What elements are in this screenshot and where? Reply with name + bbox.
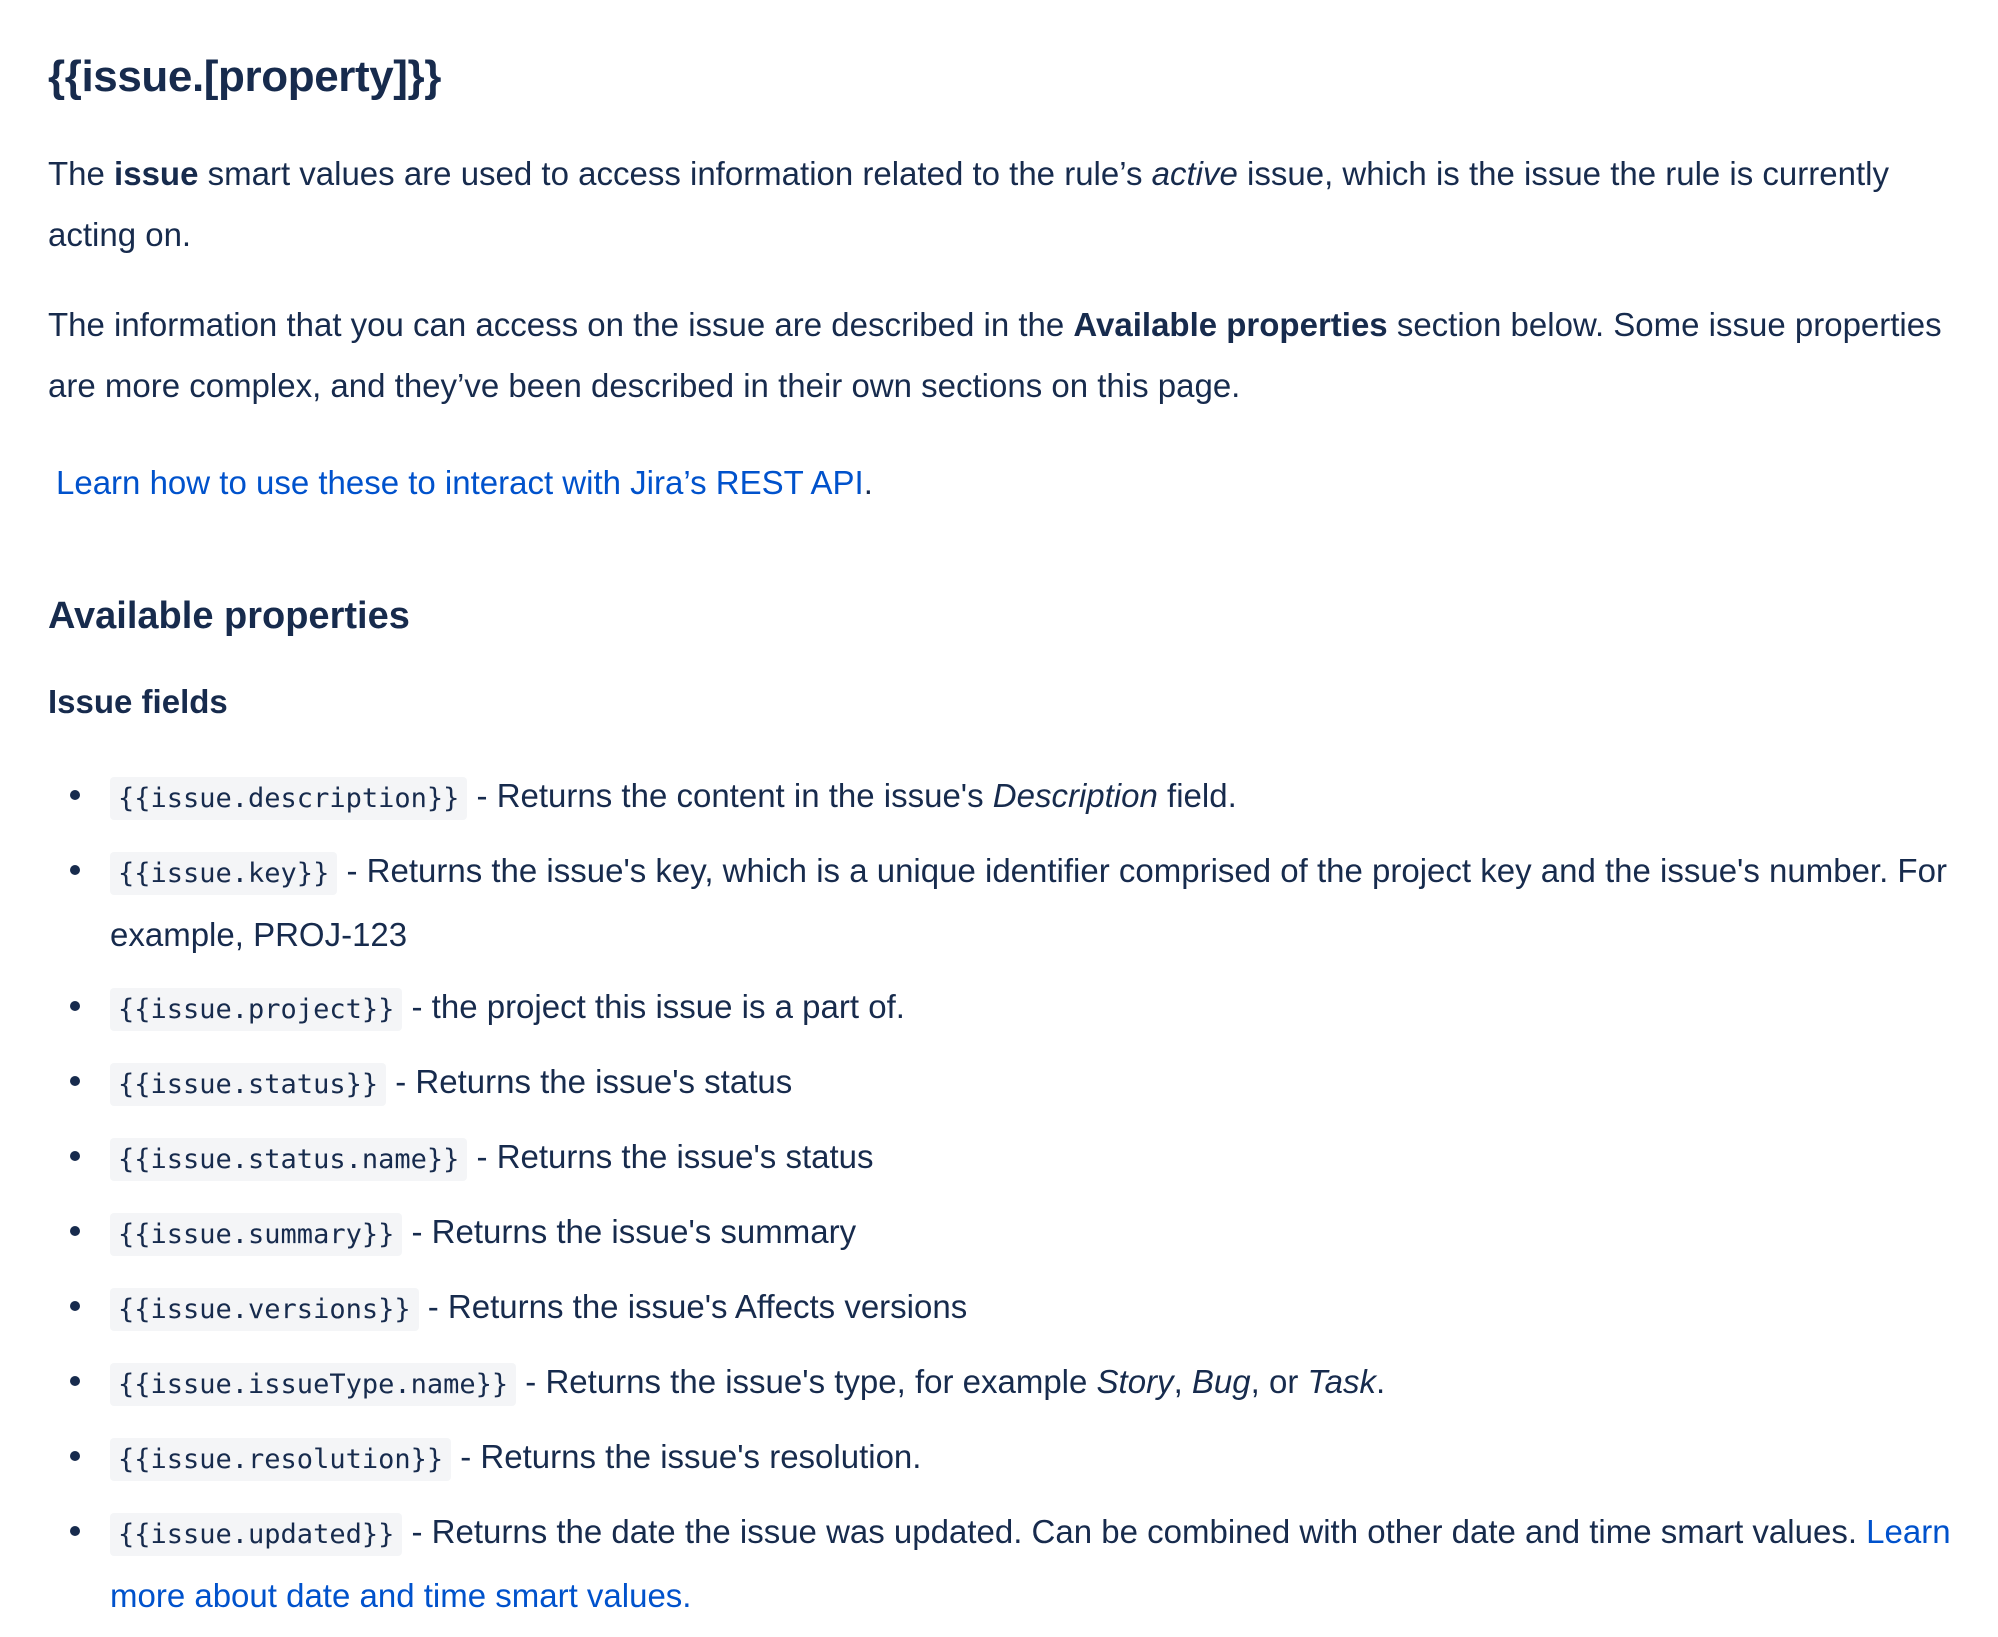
subsection-heading-issue-fields: Issue fields <box>48 683 228 720</box>
intro1-italic-active: active <box>1151 155 1238 192</box>
date-time-smart-values-link[interactable]: Learn more about date and time smart values. <box>110 1513 1951 1614</box>
intro-paragraph-2 <box>48 294 1978 416</box>
code-issue-key: {{issue.key}} <box>110 852 337 895</box>
item-text: - the project this issue is a part of. <box>402 988 905 1025</box>
code-issue-project: {{issue.project}} <box>110 988 402 1031</box>
code-issue-summary: {{issue.summary}} <box>110 1213 402 1256</box>
code-issue-resolution: {{issue.resolution}} <box>110 1438 451 1481</box>
list-item-resolution <box>48 1426 1978 1490</box>
list-item-issue-type-name <box>48 1351 1978 1415</box>
list-item-key <box>48 840 1978 965</box>
item-text: - Returns the issue's summary <box>402 1213 857 1250</box>
intro1-text-start: The <box>48 155 115 192</box>
item-italic-description: Description <box>992 777 1158 814</box>
item-text: - Returns the issue's status <box>467 1138 874 1175</box>
intro1-text-end: issue, which is the issue the rule is currently acting on. <box>48 155 1889 253</box>
intro1-text-middle: smart values are used to access information related to the rule’s <box>198 155 1152 192</box>
intro2-bold-available-properties: Available properties <box>1073 306 1388 343</box>
page-title: {{issue.[property]}} <box>48 52 442 101</box>
bullet-icon <box>70 1376 80 1386</box>
bullet-icon <box>70 1526 80 1536</box>
item-text: - Returns the issue's key, which is a unique identifier comprised of the project key and the issue's number. For example, PROJ-123 <box>110 852 1947 953</box>
bullet-icon <box>70 1076 80 1086</box>
bullet-icon <box>70 1001 80 1011</box>
rest-api-link-paragraph <box>56 452 873 513</box>
list-item-status-name <box>48 1126 1978 1190</box>
item-italic-task: Task <box>1307 1363 1376 1400</box>
item-text: - Returns the issue's Affects versions <box>418 1288 968 1325</box>
list-item-description <box>48 765 1978 829</box>
code-issue-versions: {{issue.versions}} <box>110 1288 419 1331</box>
item-text: - Returns the issue's resolution. <box>451 1438 922 1475</box>
item-text-end: field. <box>1157 777 1237 814</box>
intro1-bold-issue: issue <box>114 155 199 192</box>
item-text: - Returns the issue's type, for example <box>516 1363 1097 1400</box>
bullet-icon <box>70 1226 80 1236</box>
bullet-icon <box>70 1451 80 1461</box>
code-issue-status-name: {{issue.status.name}} <box>110 1138 467 1181</box>
code-issue-issuetype-name: {{issue.issueType.name}} <box>110 1363 516 1406</box>
bullet-icon <box>70 865 80 875</box>
item-sep: , or <box>1250 1363 1308 1400</box>
code-issue-description: {{issue.description}} <box>110 777 467 820</box>
list-item-status <box>48 1051 1978 1115</box>
list-item-summary <box>48 1201 1978 1265</box>
bullet-icon <box>70 1151 80 1161</box>
intro-paragraph-1 <box>48 143 1978 265</box>
list-item-versions <box>48 1276 1978 1340</box>
rest-api-link-suffix: . <box>863 464 873 501</box>
code-issue-status: {{issue.status}} <box>110 1063 386 1106</box>
item-text: - Returns the issue's status <box>386 1063 793 1100</box>
item-italic-story: Story <box>1096 1363 1174 1400</box>
list-item-updated <box>48 1501 1978 1626</box>
item-italic-bug: Bug <box>1191 1363 1251 1400</box>
list-item-project <box>48 976 1978 1040</box>
intro2-text-start: The information that you can access on the issue are described in the <box>48 306 1074 343</box>
bullet-icon <box>70 790 80 800</box>
intro2-text-end: section below. Some issue properties are more complex, and they’ve been described in their own sections on this page. <box>48 306 1942 404</box>
item-text: - Returns the date the issue was updated. Can be combined with other date and time smart values. <box>402 1513 1867 1550</box>
bullet-icon <box>70 1301 80 1311</box>
section-heading-available-properties: Available properties <box>48 595 410 637</box>
issue-fields-list <box>48 765 1978 1637</box>
item-text: - Returns the content in the issue's <box>467 777 993 814</box>
code-issue-updated: {{issue.updated}} <box>110 1513 402 1556</box>
item-text-end: . <box>1375 1363 1386 1400</box>
item-sep: , <box>1173 1363 1192 1400</box>
rest-api-link[interactable]: Learn how to use these to interact with Jira’s REST API <box>56 464 864 501</box>
